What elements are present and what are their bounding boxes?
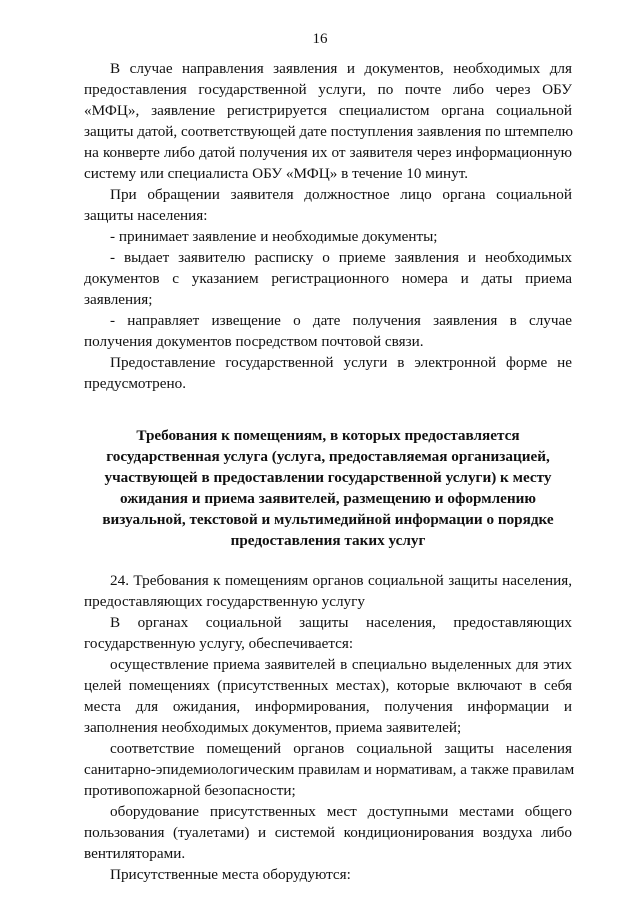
text-line: предусмотрено. [84,375,187,392]
text-line: защиты населения: [84,207,208,224]
text-line: документов с указанием регистрационного номера и даты приема [84,270,572,287]
text-line: противопожарной безопасности; [84,782,296,799]
text-line: соответствие помещений органов социальной защиты населения [110,740,572,757]
page-number: 16 [312,31,328,47]
text-line: целей помещениях (присутственных местах), которые включают в себя [84,677,572,694]
section-heading-line: участвующей в предоставлении государственной услуги) к месту [104,469,552,486]
section-heading-line: предоставления таких услуг [230,532,426,549]
text-line: «МФЦ», заявление регистрируется специалистом органа социальной [84,102,572,119]
section-heading-line: Требования к помещениям, в которых предоставляется [136,427,520,444]
section-heading-line: визуальной, текстовой и мультимедийной информации о порядке [102,511,554,528]
text-line: предоставляющих государственную услугу [84,593,365,610]
text-line: - выдает заявителю расписку о приеме заявления и необходимых [110,249,572,266]
text-line: - направляет извещение о дате получения заявления в случае [110,312,572,329]
text-line: государственную услугу, обеспечивается: [84,635,354,652]
text-line: санитарно-эпидемиологическим правилам и нормативам, а также правилам [84,761,575,778]
text-line: Присутственные места оборудуются: [110,866,351,883]
text-line: заполнения необходимых документов, приема заявителей; [84,719,462,736]
text-line: - принимает заявление и необходимые документы; [110,228,438,245]
text-line: оборудование присутственных мест доступными местами общего [110,803,572,820]
text-line: осуществление приема заявителей в специально выделенных для этих [110,656,572,673]
text-line: заявления; [84,291,153,308]
text-line: В органах социальной защиты населения, предоставляющих [110,614,572,631]
text-line: пользования (туалетами) и системой кондиционирования воздуха либо [84,824,572,841]
text-line: систему или специалиста ОБУ «МФЦ» в течение 10 минут. [84,165,469,182]
text-line: места для ожидания, информирования, получения информации и [84,698,572,715]
text-line: 24. Требования к помещениям органов социальной защиты населения, [110,572,572,589]
section-heading-line: ожидания и приема заявителей, размещению и оформлению [120,490,536,507]
text-line: защиты датой, соответствующей дате поступления заявления по штемпелю [84,123,574,140]
text-line: При обращении заявителя должностное лицо органа социальной [110,186,572,203]
text-line: вентиляторами. [84,845,186,862]
text-line: предоставления государственной услуги, по почте либо через ОБУ [84,81,572,98]
text-line: получения документов посредством почтовой связи. [84,333,424,350]
text-line: на конверте либо датой получения их от заявителя через информационную [84,144,572,161]
text-line: Предоставление государственной услуги в электронной форме не [110,354,572,371]
section-heading-line: государственная услуга (услуга, предоставляемая организацией, [106,448,550,465]
text-line: В случае направления заявления и документов, необходимых для [110,60,572,77]
